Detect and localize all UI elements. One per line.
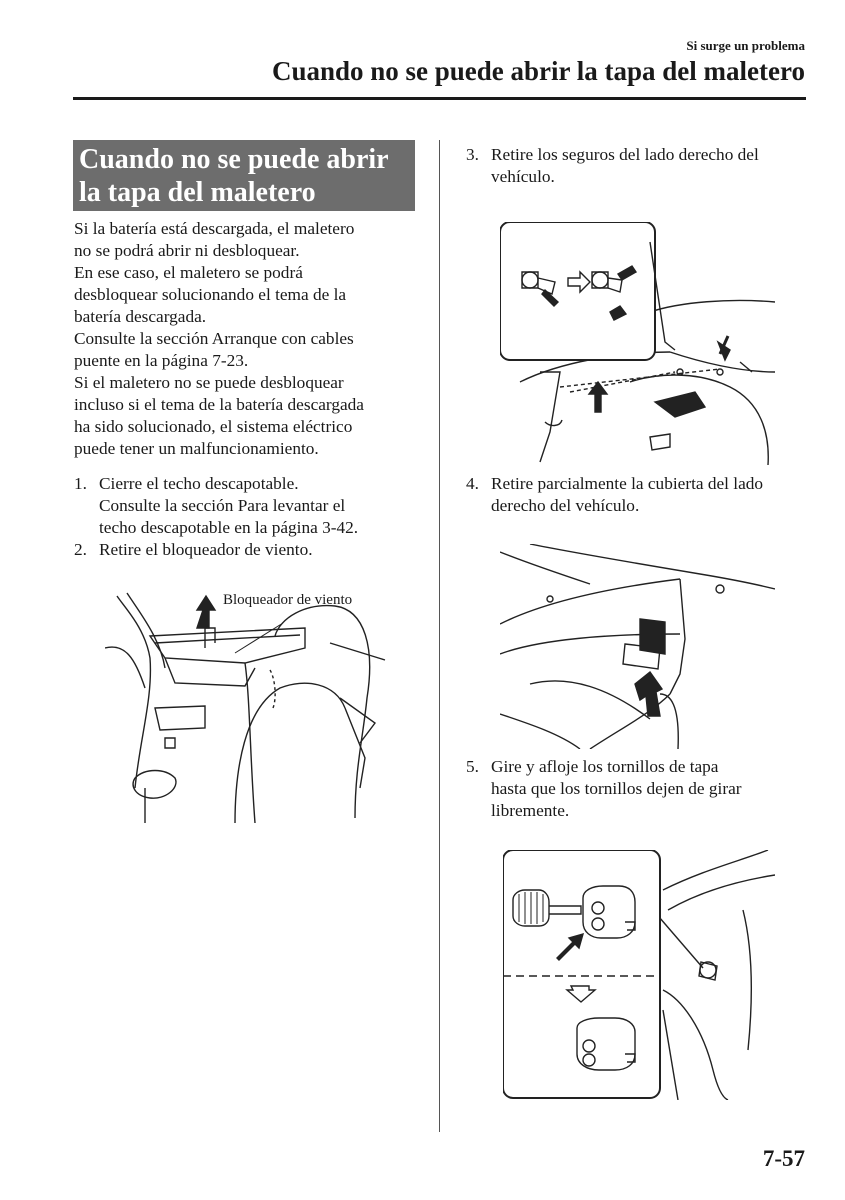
step-text: hasta que los tornillos dejen de girar	[491, 779, 742, 798]
step-number: 4.	[466, 474, 479, 493]
section-title-box	[73, 140, 415, 211]
step-4	[466, 473, 816, 521]
step-text: Retire los seguros del lado derecho del	[491, 145, 759, 164]
intro-line: Si el maletero no se puede desbloquear	[74, 373, 344, 392]
header-rule	[73, 97, 806, 100]
intro-line: puente en la página 7-23.	[74, 351, 249, 370]
column-divider	[439, 140, 440, 1132]
section-label: Si surge un problema	[686, 38, 805, 53]
section-title-line-1: Cuando no se puede abrir	[79, 144, 389, 175]
step-number: 2.	[74, 540, 87, 559]
step-text: Retire el bloqueador de viento.	[99, 540, 313, 559]
step-number: 5.	[466, 757, 479, 776]
intro-line: ha sido solucionado, el sistema eléctrico	[74, 417, 353, 436]
step-number: 1.	[74, 474, 87, 493]
step-text: Cierre el techo descapotable.	[99, 474, 299, 493]
intro-line: puede tener un malfuncionamiento.	[74, 439, 319, 458]
wind-blocker-figure	[105, 588, 395, 823]
screw-loosening-figure	[503, 850, 775, 1100]
intro-line: desbloquear solucionando el tema de la	[74, 285, 347, 304]
wind-blocker-callout: Bloqueador de viento	[223, 592, 353, 608]
intro-paragraph	[74, 218, 424, 460]
intro-line: no se podrá abrir ni desbloquear.	[74, 241, 300, 260]
page-header-title: Cuando no se puede abrir la tapa del maletero	[271, 56, 805, 86]
step-1	[74, 473, 424, 543]
intro-line: Consulte la sección Arranque con cables	[74, 329, 354, 348]
step-text: Gire y afloje los tornillos de tapa	[491, 757, 719, 776]
step-text: Consulte la sección Para levantar el	[99, 496, 346, 515]
page-number: 7-57	[762, 1146, 805, 1171]
step-3	[466, 144, 816, 192]
step-text: libremente.	[491, 801, 570, 820]
clip-removal-figure	[500, 222, 775, 465]
cover-removal-figure	[500, 544, 775, 749]
step-number: 3.	[466, 145, 479, 164]
intro-line: En ese caso, el maletero se podrá	[74, 263, 303, 282]
step-text: vehículo.	[491, 167, 555, 186]
step-5	[466, 756, 816, 826]
step-text: techo descapotable en la página 3-42.	[99, 518, 359, 537]
step-2	[74, 539, 424, 563]
step-text: derecho del vehículo.	[491, 496, 640, 515]
intro-line: incluso si el tema de la batería descargada	[74, 395, 364, 414]
step-text: Retire parcialmente la cubierta del lado	[491, 474, 764, 493]
intro-line: Si la batería está descargada, el maletero	[74, 219, 355, 238]
intro-line: batería descargada.	[74, 307, 207, 326]
section-title-line-2: la tapa del maletero	[79, 177, 316, 208]
